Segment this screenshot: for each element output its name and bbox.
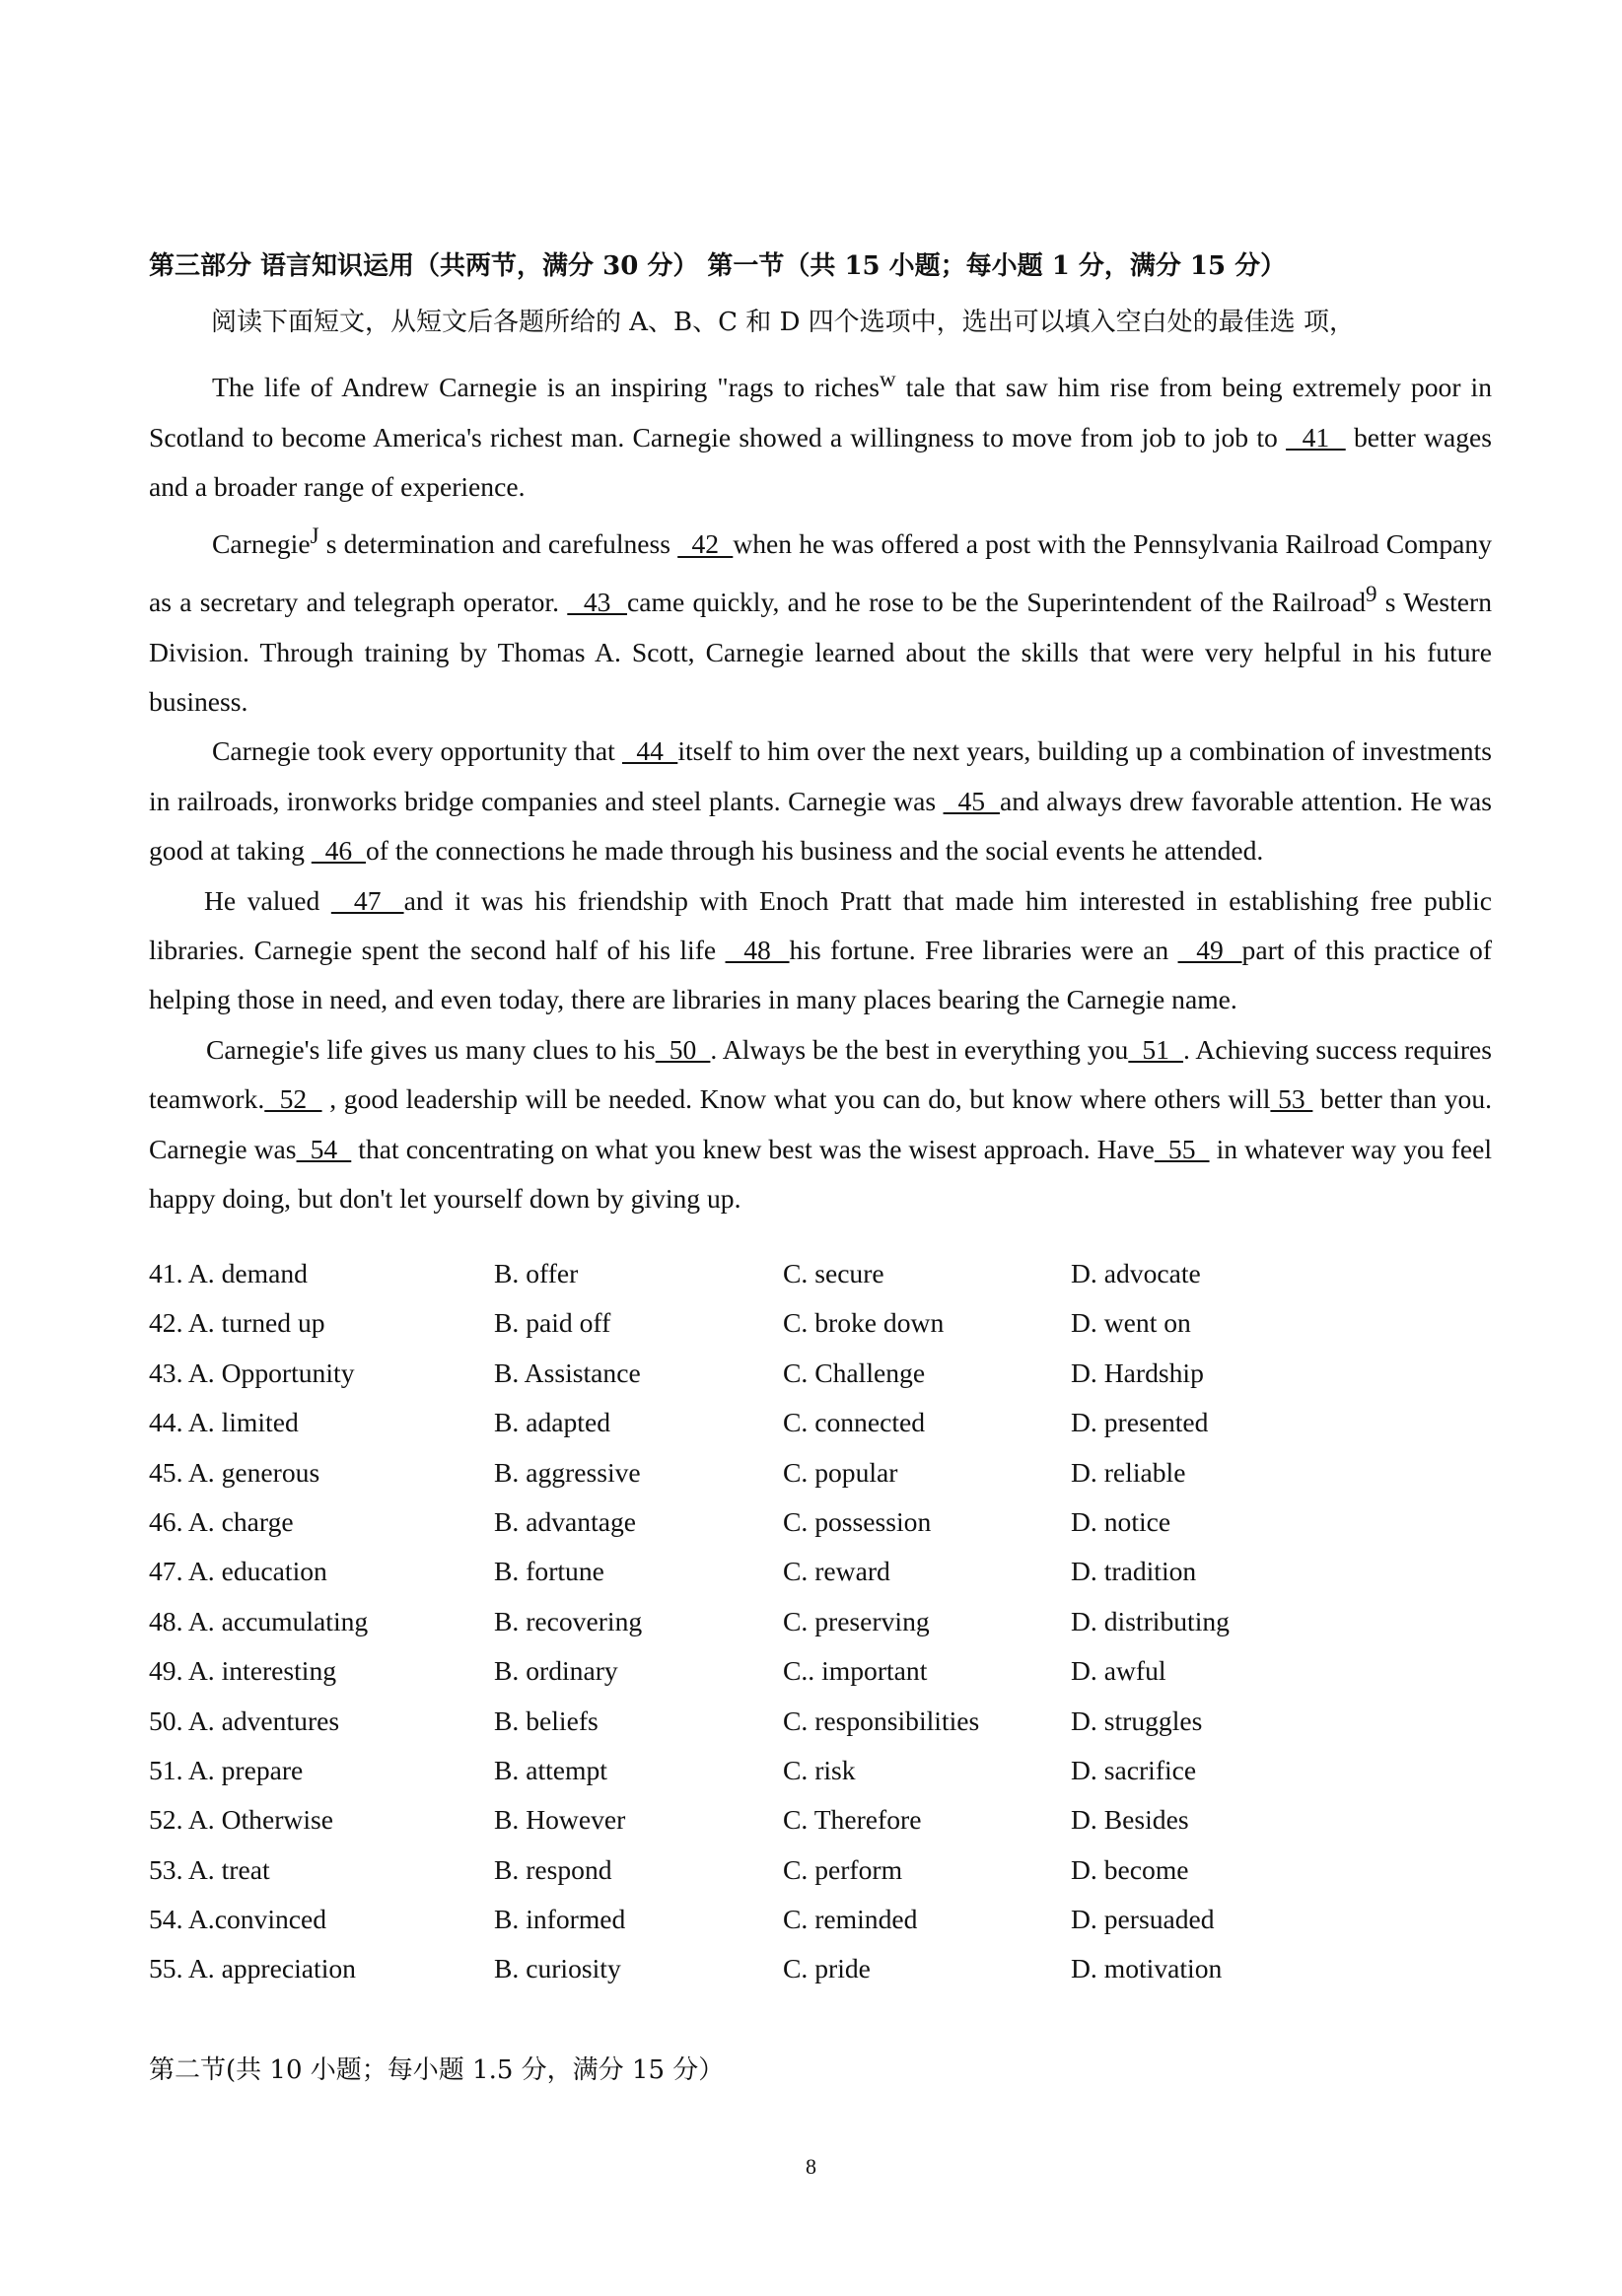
option-d: D. tradition bbox=[1071, 1556, 1197, 1587]
question-46-options bbox=[149, 1497, 1332, 1547]
superscript-mark: w bbox=[879, 367, 896, 391]
blank-51: 51 bbox=[1128, 1033, 1184, 1065]
option-c: C. connected bbox=[783, 1407, 926, 1438]
option-a: 45. A. generous bbox=[149, 1456, 320, 1488]
blank-49: 49 bbox=[1177, 935, 1242, 966]
option-a: 50. A. adventures bbox=[149, 1705, 340, 1736]
option-c: C. Challenge bbox=[783, 1357, 926, 1388]
passage-paragraph-1 bbox=[149, 355, 1492, 512]
instruction-text: 阅读下面短文，从短文后各题所给的 A、B、C 和 D 四个选项中，选出可以填入空白处的最佳选 项， bbox=[211, 308, 1355, 337]
text-run: s determination and carefulness bbox=[318, 528, 678, 560]
option-a: 46. A. charge bbox=[149, 1505, 294, 1537]
option-a: 44. A. limited bbox=[149, 1407, 299, 1438]
option-d: D. awful bbox=[1071, 1655, 1166, 1687]
superscript-mark: 9 bbox=[1366, 582, 1377, 606]
page-number: 8 bbox=[806, 2154, 816, 2179]
option-d: D. Besides bbox=[1071, 1804, 1189, 1836]
text-run: Carnegie's life gives us many clues to his bbox=[206, 1033, 656, 1065]
option-a: 54. A.convinced bbox=[149, 1904, 327, 1935]
option-c: C. perform bbox=[783, 1853, 903, 1885]
option-c: C. responsibilities bbox=[783, 1705, 980, 1736]
question-50-options bbox=[149, 1697, 1332, 1746]
option-a: 55. A. appreciation bbox=[149, 1953, 356, 1984]
blank-55: 55 bbox=[1154, 1133, 1210, 1164]
option-d: D. Hardship bbox=[1071, 1357, 1204, 1388]
blank-45: 45 bbox=[943, 785, 1000, 816]
blank-53: 53 bbox=[1270, 1083, 1313, 1115]
option-c: C. reward bbox=[783, 1556, 890, 1587]
text-run: . Achieving success requires teamwork. bbox=[149, 1033, 1493, 1115]
question-43-options bbox=[149, 1349, 1332, 1398]
option-b: B. curiosity bbox=[494, 1953, 621, 1984]
text-run: tale that saw him rise from being extremely poor in Scotland to become America's richest man. Carnegie showed a willingness to move from job to job to bbox=[149, 372, 1492, 452]
question-51-options bbox=[149, 1746, 1332, 1795]
option-a: 42. A. turned up bbox=[149, 1307, 325, 1339]
option-b: B. aggressive bbox=[494, 1456, 641, 1488]
option-a: 43. A. Opportunity bbox=[149, 1357, 355, 1388]
option-d: D. notice bbox=[1071, 1505, 1171, 1537]
option-d: D. presented bbox=[1071, 1407, 1209, 1438]
option-d: D. reliable bbox=[1071, 1456, 1186, 1488]
passage-paragraph-5 bbox=[149, 1025, 1492, 1224]
text-run: better than you. Carnegie was bbox=[149, 1083, 1493, 1164]
text-run: his fortune. Free libraries were an bbox=[789, 935, 1178, 966]
text-run: , good leadership will be needed. Know what you can do, but know where others will bbox=[321, 1083, 1271, 1115]
option-c: C. reminded bbox=[783, 1904, 918, 1935]
passage-paragraph-2 bbox=[149, 512, 1492, 727]
option-c: C. broke down bbox=[783, 1307, 945, 1339]
option-d: D. advocate bbox=[1071, 1258, 1201, 1288]
blank-54: 54 bbox=[296, 1133, 352, 1164]
option-b: B. paid off bbox=[494, 1307, 611, 1339]
text-run: part of this practice of helping those in need, and even today, there are libraries in many places bearing the Carnegie name. bbox=[149, 935, 1493, 1015]
question-49-options bbox=[149, 1646, 1332, 1696]
option-b: B. respond bbox=[494, 1853, 612, 1885]
text-run: that concentrating on what you knew best was the wisest approach. Have bbox=[351, 1133, 1155, 1164]
text-run: He valued bbox=[204, 884, 331, 916]
blank-50: 50 bbox=[655, 1033, 711, 1065]
text-run: s Western Division. Through training by Thomas A. Scott, Carnegie learned about the skills that were very helpful in his future business. bbox=[149, 587, 1493, 717]
option-b: B. ordinary bbox=[494, 1655, 618, 1687]
option-d: D. distributing bbox=[1071, 1605, 1230, 1636]
question-44-options bbox=[149, 1398, 1332, 1447]
option-c: C. Therefore bbox=[783, 1804, 922, 1836]
option-b: B. advantage bbox=[494, 1505, 637, 1537]
text-run: itself to him over the next years, building up a combination of investments in railroads, ironworks bridge companies and steel plants. Carnegie was bbox=[149, 735, 1492, 816]
question-55-options bbox=[149, 1944, 1332, 1993]
option-a: 41. A. demand bbox=[149, 1258, 308, 1288]
question-48-options bbox=[149, 1597, 1332, 1646]
passage-paragraph-3 bbox=[149, 727, 1492, 875]
answer-options bbox=[149, 1249, 1332, 1994]
option-b: B. offer bbox=[494, 1258, 579, 1288]
question-41-options bbox=[149, 1249, 1332, 1298]
option-a: 47. A. education bbox=[149, 1556, 327, 1587]
question-52-options bbox=[149, 1795, 1332, 1844]
passage-paragraph-4 bbox=[149, 876, 1492, 1025]
option-b: B. Assistance bbox=[494, 1357, 641, 1388]
option-a: 49. A. interesting bbox=[149, 1655, 337, 1687]
option-b: B. adapted bbox=[494, 1407, 611, 1438]
blank-48: 48 bbox=[725, 935, 790, 966]
text-run: Carnegie took every opportunity that bbox=[212, 735, 622, 767]
section-2-title: 第二节(共 10 小题；每小题 1.5 分，满分 15 分） bbox=[149, 2055, 725, 2085]
option-b: B. informed bbox=[494, 1904, 626, 1935]
blank-42: 42 bbox=[677, 528, 734, 560]
option-d: D. sacrifice bbox=[1071, 1754, 1197, 1785]
text-run: in whatever way you feel happy doing, but don't let yourself down by giving up. bbox=[149, 1133, 1493, 1215]
question-53-options bbox=[149, 1845, 1332, 1895]
option-c: C. popular bbox=[783, 1456, 898, 1488]
text-run: . Always be the best in everything you bbox=[710, 1033, 1129, 1065]
option-c: C. pride bbox=[783, 1953, 871, 1984]
option-b: B. fortune bbox=[494, 1556, 604, 1587]
option-b: B. attempt bbox=[494, 1754, 607, 1785]
text-run: The life of Andrew Carnegie is an inspiring "rags to riches bbox=[212, 372, 880, 403]
option-d: D. went on bbox=[1071, 1307, 1191, 1339]
text-run: and it was his friendship with Enoch Pratt that made him interested in establishing free public libraries. Carnegie spent the second half of his life bbox=[149, 884, 1492, 966]
option-b: B. However bbox=[494, 1804, 626, 1836]
cloze-passage bbox=[149, 355, 1492, 1223]
blank-43: 43 bbox=[567, 587, 627, 618]
option-d: D. struggles bbox=[1071, 1705, 1203, 1736]
blank-44: 44 bbox=[621, 735, 678, 767]
option-a: 51. A. prepare bbox=[149, 1754, 304, 1785]
text-run: of the connections he made through his business and the social events he attended. bbox=[365, 835, 1264, 867]
option-b: B. beliefs bbox=[494, 1705, 599, 1736]
option-d: D. motivation bbox=[1071, 1953, 1223, 1984]
question-47-options bbox=[149, 1547, 1332, 1596]
text-run: came quickly, and he rose to be the Superintendent of the Railroad bbox=[627, 587, 1366, 618]
superscript-mark: J bbox=[310, 523, 319, 549]
question-54-options bbox=[149, 1895, 1332, 1944]
option-c: C. risk bbox=[783, 1754, 856, 1785]
question-45-options bbox=[149, 1448, 1332, 1497]
text-run: Carnegie bbox=[212, 528, 311, 560]
blank-46: 46 bbox=[311, 835, 366, 867]
blank-52: 52 bbox=[264, 1083, 322, 1115]
text-run: when he was offered a post with the Pennsylvania Railroad Company as a secretary and telegraph operator. bbox=[149, 528, 1493, 618]
blank-41: 41 bbox=[1286, 421, 1346, 452]
option-a: 48. A. accumulating bbox=[149, 1605, 369, 1636]
option-d: D. become bbox=[1071, 1853, 1189, 1885]
blank-47: 47 bbox=[330, 884, 404, 916]
section-title: 第三部分 语言知识运用（共两节，满分 30 分） 第一节（共 15 小题；每小题 1 分，满分 15 分） bbox=[149, 251, 1287, 281]
option-a: 53. A. treat bbox=[149, 1853, 270, 1885]
option-c: C. preserving bbox=[783, 1605, 930, 1636]
option-c: C.. important bbox=[783, 1655, 928, 1687]
option-a: 52. A. Otherwise bbox=[149, 1804, 333, 1836]
option-d: D. persuaded bbox=[1071, 1904, 1215, 1935]
text-run: and always drew favorable attention. He was good at taking bbox=[149, 785, 1493, 867]
option-c: C. possession bbox=[783, 1505, 932, 1537]
question-42-options bbox=[149, 1298, 1332, 1348]
text-run: better wages and a broader range of experience. bbox=[149, 421, 1493, 502]
option-c: C. secure bbox=[783, 1258, 884, 1288]
option-b: B. recovering bbox=[494, 1605, 643, 1636]
